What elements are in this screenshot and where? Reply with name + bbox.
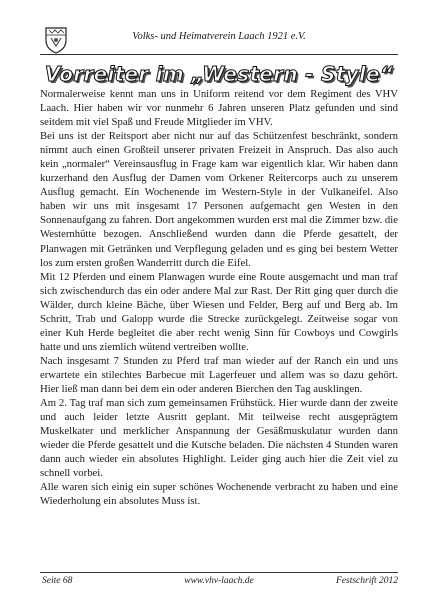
paragraph: Alle waren sich einig ein super schönes Wochenende verbracht zu haben und eine Wiederholung ein absolutes Muss ist. bbox=[40, 481, 398, 508]
header-title: Volks- und Heimatverein Laach 1921 e.V. bbox=[132, 31, 306, 42]
footer-divider bbox=[40, 572, 398, 573]
article-body bbox=[40, 87, 398, 508]
paragraph: Am 2. Tag traf man sich zum gemeinsamen Frühstück. Hier wurde dann der zweite und auch leider letzte Ausritt geplant. Mit teilweise recht ausgeprägtem Muskelkater und merklicher Anspannung der Gesäßmuskulatur wurden dann wieder die Pferde gesattelt und die Kutsche beladen. Die nächsten 4 Stunden waren dann auch wieder ein absolutes Highlight. Leider ging auch hier die Zeit viel zu schnell vorbei. bbox=[40, 397, 398, 480]
paragraph: Mit 12 Pferden und einem Planwagen wurde eine Route ausgemacht und man traf sich zwischendurch das ein oder andere Mal zur Rast. Der Ritt ging quer durch die Wälder, durch kleine Bäche, über Wiesen und Felder, Berg auf und Berg ab. Im Schritt, Trab und Galopp wurde die Strecke zurückgelegt. Zeitweise sogar von einer Kuh Herde begleitet die aber recht wenig Sinn für Cowboys und Cowgirls hatte und uns ziemlich wütend vertreiben wollte. bbox=[40, 270, 398, 353]
paragraph: Bei uns ist der Reitsport aber nicht nur auf das Schützenfest beschränkt, sondern nimmt auch einen Großteil unserer privaten Freizeit in Anspruch. Das also auch kein „normaler“ Vereinsausflug in Frage kam war eigentlich klar. Wir haben dann kurzerhand den Ausflug der Damen vom Orkener Reitercorps auch zu unserem Ausflug gemacht. Ein Wochenende im Western-Style in der Vulkaneifel. Also haben wir uns mit insgesamt 17 Personen aufgemacht gen Westen in den Sonnenaufgang zu fahren. Dort angekommen wurden erst mal die Zimmer bzw. die Westernhütte bezogen. Anschließend wurden dann die Pferde gesattelt, der Planwagen mit Getränken und Verpflegung geladen und es ging bei bestem Wetter los zum ersten großen Wanderritt durch die Eifel. bbox=[40, 130, 398, 269]
header-divider bbox=[40, 54, 398, 55]
paragraph: Normalerweise kennt man uns in Uniform reitend vor dem Regiment des VHV Laach. Hier haben wir vor nunmehr 6 Jahren unseren Platz gefunden und sind seitdem mit viel Spaß und Freude Mitglieder im VHV. bbox=[40, 88, 398, 129]
footer-url: www.vhv-laach.de bbox=[184, 576, 254, 586]
footer-publication: Festschrift 2012 bbox=[335, 576, 398, 586]
page-footer bbox=[40, 576, 398, 590]
page-number: Seite 68 bbox=[42, 576, 73, 586]
page-header bbox=[40, 26, 398, 56]
article-headline: Vorreiter im „Western - Style“ bbox=[44, 62, 394, 86]
paragraph: Nach insgesamt 7 Stunden zu Pferd traf man wieder auf der Ranch ein und uns erwartete ein stilechtes Barbecue mit Lagerfeuer und allem was so dazu gehört. Hier ließ man dann bei dem ein oder anderen Bierchen den Tag ausklingen. bbox=[40, 354, 398, 395]
